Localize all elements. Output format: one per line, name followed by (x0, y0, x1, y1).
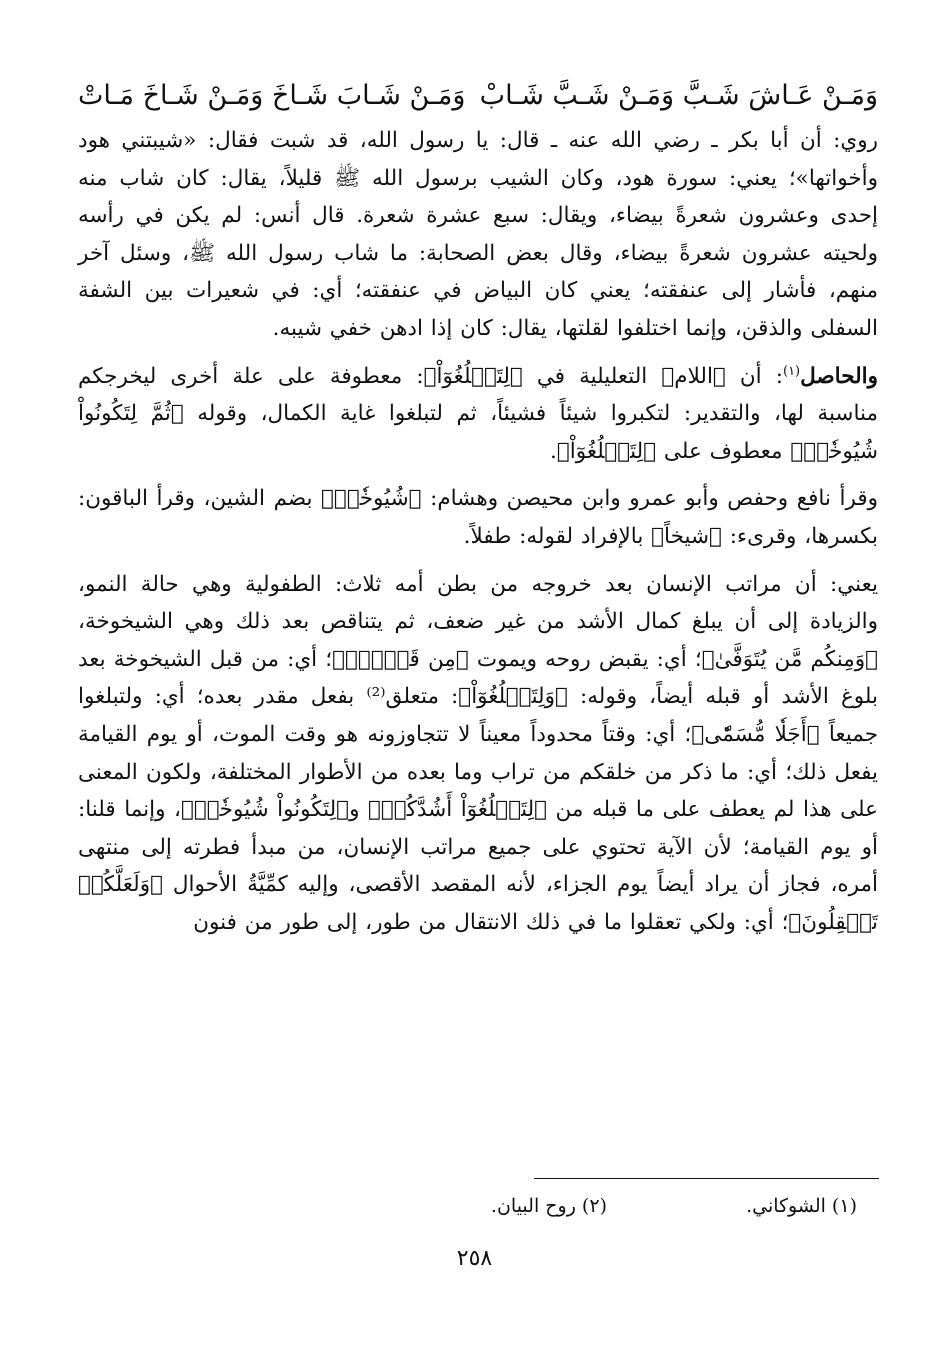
footnotes (77, 1192, 857, 1220)
page-body (78, 70, 878, 941)
paragraph-text: يعني: أن مراتب الإنسان بعد خروجه من بطن أمه ثلاث: الطفولية وهي حالة النمو، والزيادة إلى أن يبلغ كمال الأشد من غير ضعف، ثم يتناقص بعد ذلك وهي الشيخوخة، ﴿وَمِنكُم مَّن يُتَوَفَّىٰ﴾؛ أي: يقبض روحه ويموت ﴿مِن قَبۡلُۖ﴾؛ أي: من قبل الشيخوخة بعد بلوغ الأشد أو قبله أيضاً، وقوله: ﴿وَلِتَبۡلُغُوٓاْ﴾: متعلق⁽²⁾ بفعل مقدر بعده؛ أي: ولتبلغوا جميعاً ﴿أَجَلٗا مُّسَمّٗى﴾؛ أي: وقتاً محدوداً معيناً لا تتجاوزونه هو وقت الموت، أو يوم القيامة يفعل ذلك؛ أي: ما ذكر من خلقكم من تراب وما بعده من الأطوار المختلفة، ولكون المعنى على هذا لم يعطف على ما قبله من ﴿لِتَبۡلُغُوٓاْ أَشُدَّكُمۡ﴾ و﴿لِتَكُونُواْ شُيُوخٗاۚ﴾، وإنما قلنا: أو يوم القيامة؛ لأن الآية تحتوي على جميع مراتب الإنسان، من مبدأ فطرته إلى منتهى أمره، فجاز أن يراد أيضاً يوم الجزاء، لأنه المقصد الأقصى، وإليه كمِّيَّةُ الأحوال ﴿وَلَعَلَّكُمۡ تَعۡقِلُونَ﴾؛ أي: ولكي تعقلوا ما في ذلك الانتقال من طور، إلى طور من فنون (78, 571, 879, 935)
paragraph-text: وقرأ نافع وحفص وأبو عمرو وابن محيصن وهشام: ﴿شُيُوخٗاۚ﴾ بضم الشين، وقرأ الباقون: بكسرها، وقرىء: ﴿شيخاً﴾ بالإفراد لقوله: طفلاً. (78, 486, 878, 549)
paragraph-text: روي: أن أبا بكر ـ رضي الله عنه ـ قال: يا رسول الله، قد شبت فقال: «شيبتني هود وأخواتها»؛ يعني: سورة هود، وكان الشيب برسول الله ﷺ قليلاً، يقال: كان شاب منه إحدى وعشرون شعرةً بيضاء، ويقال: سبع عشرة شعرة. قال أنس: لم يكن في رأسه ولحيته عشرون شعرةً بيضاء، وقال بعض الصحابة: ما شاب رسول الله ﷺ، وسئل آخر منهم، فأشار إلى عنفقته؛ يعني كان البياض في عنفقته؛ أي: في شعيرات بين الشفة السفلى والذقن، وإنما اختلفوا لقلتها، يقال: كان إذا ادهن خفي شيبه. (78, 128, 878, 341)
paragraph-readings (78, 480, 878, 555)
poetry-verse (78, 70, 878, 122)
footnote-1: (١) الشوكاني. (746, 1195, 857, 1217)
paragraph-explanation (78, 566, 878, 942)
verse-hemistich-right: وَمَـنْ عَـاشَ شَـبَّ وَمَـنْ شَـبَّ شَـابْ (479, 80, 878, 111)
paragraph-narration (78, 122, 878, 348)
page-number: ٢٥٨ (456, 1246, 493, 1271)
paragraph-lead-word: والحاصل (800, 363, 878, 389)
footnote-marker: (١) (782, 363, 801, 379)
verse-hemistich-left: وَمَـنْ شَـابَ شَـاخَ وَمَـنْ شَـاخَ مَـاتْ (78, 80, 466, 111)
paragraph-conclusion (78, 358, 878, 471)
footnote-divider (534, 1178, 879, 1179)
paragraph-text: : أن ﴿اللام﴾ التعليلية في ﴿لِتَبۡلُغُوٓاْ﴾: معطوفة على علة أخرى ليخرجكم مناسبة لها، والتقدير: لتكبروا شيئاً فشيئاً، ثم لتبلغوا غاية الكمال، وقوله ﴿ثُمَّ لِتَكُونُواْ شُيُوخٗاۚ﴾ معطوف على ﴿لِتَبۡلُغُوٓاْ﴾. (78, 363, 878, 464)
footnote-2: (٢) روح البيان. (490, 1195, 607, 1217)
